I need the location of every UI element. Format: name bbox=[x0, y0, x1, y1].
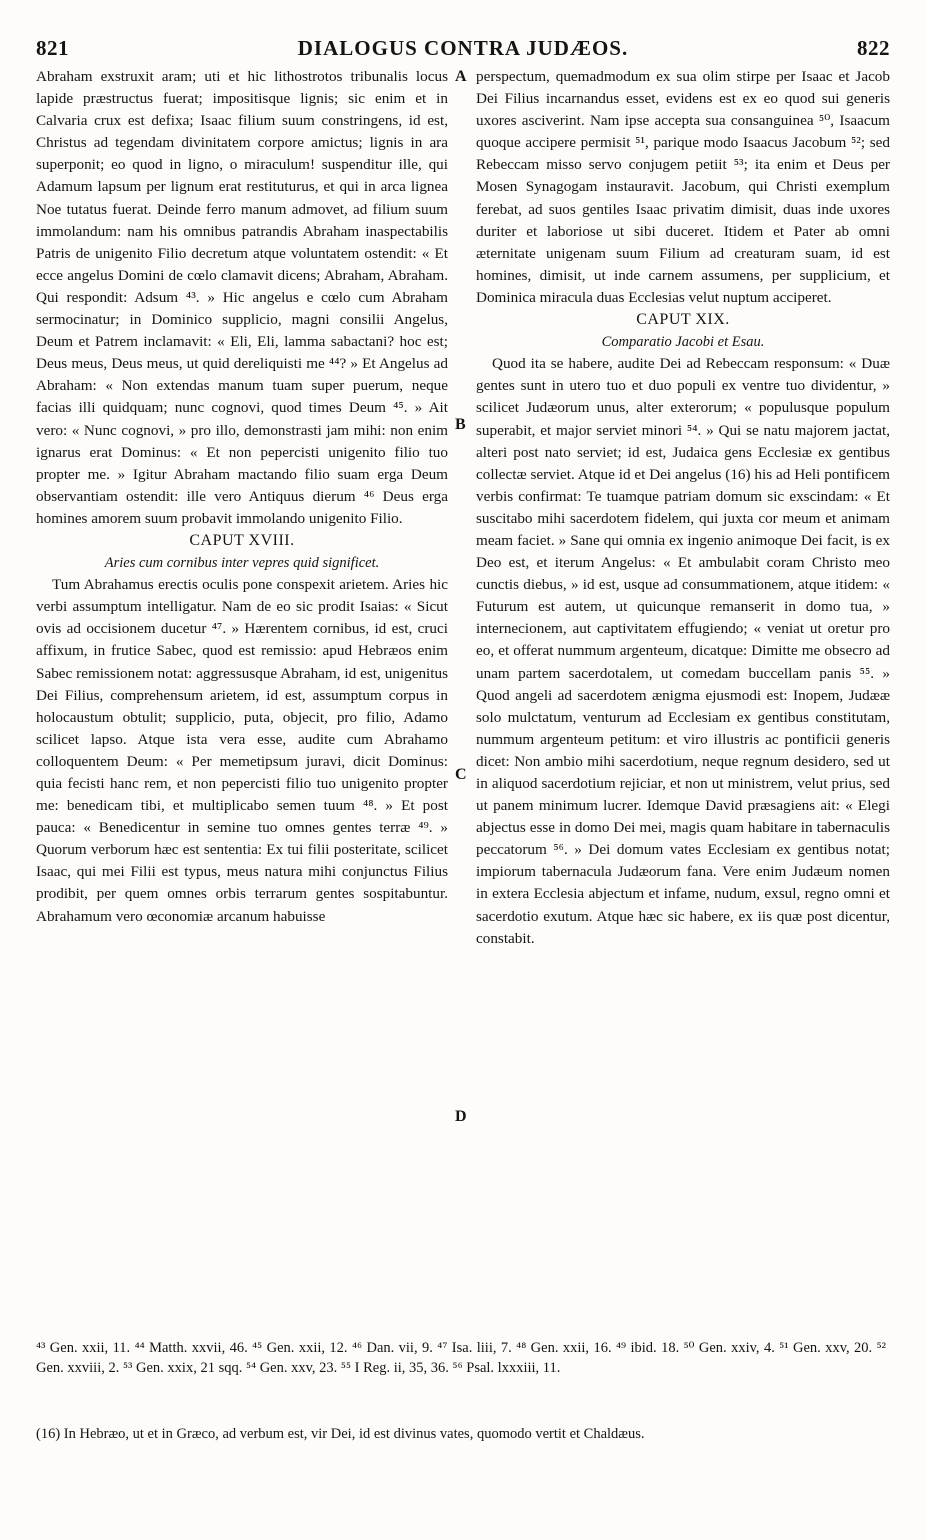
page-number-left: 821 bbox=[36, 35, 69, 60]
margin-marker-c: C bbox=[455, 766, 467, 783]
margin-marker-b: B bbox=[455, 416, 466, 433]
right-paragraph-1: perspectum, quemadmodum ex sua olim stirpe per Isaac et Jacob Dei Filius incarnandus esset, evidens est ex eo quod sui generis uxores asciverint. Nam ipse accepta sua consanguinea ⁵⁰, Isaacum quoque accipere permisit ⁵¹, parique modo Isaacus Jacobum ⁵²; sed Rebeccam misso servo conjugem petiit ⁵³; ita enim et Deus per Mosen Synagogam instauravit. Jacobum, qui Christi exemplum ferebat, ad suos gentiles Isaac privatim dimisit, duas inde uxores duriter et laboriose ut sibi duceret. Itidem et Pater ab omni æternitate unigenam suum Filium ad creaturam suam, id est homines, dimisit, ut inde carnem assumens, per supplicium, et Dominica miracula duas Ecclesias velut nuptum acciperet. bbox=[476, 68, 890, 306]
page-number-right: 822 bbox=[857, 35, 890, 60]
footnote-16 bbox=[36, 1424, 886, 1444]
left-column bbox=[36, 66, 448, 928]
footnote-16-text: (16) In Hebræo, ut et in Græco, ad verbum est, vir Dei, id est divinus vates, quomodo vertit et Chaldæus. bbox=[36, 1426, 645, 1442]
caput-xviii-title: CAPUT XVIII. bbox=[189, 531, 295, 549]
right-column bbox=[476, 66, 890, 950]
running-title: DIALOGUS CONTRA JUDÆOS. bbox=[297, 35, 629, 60]
caput-xviii-subtitle: Aries cum cornibus inter vepres quid significet. bbox=[104, 555, 380, 572]
caput-xix-title: CAPUT XIX. bbox=[636, 311, 730, 329]
running-header bbox=[36, 34, 890, 62]
left-paragraph-2: Tum Abrahamus erectis oculis pone conspexit arietem. Aries hic verbi assumptum intelligatur. Nam de eo sic prodit Isaias: « Sicut ovis ad occisionem ducetur ⁴⁷. » Hærentem cornibus, id est, cruci affixum, in frutice Sabec, quod est remissio: apud Hebræos enim Sabec remissionem notat: aggressusque Abraham, id est, unigenitus Dei Filius, comprehensum arietem, id est, assumptum corpus in holocaustum obtulit; supplicio, puta, objecit, pro filio, Adamo scilicet lapso. Atque ista vera esse, audite cum Abrahamo colloquentem Deum: « Per memetipsum juravi, dicit Dominus: quia fecisti hanc rem, et non pepercisti filio tuo unigenito propter me: benedicam tibi, et multiplicabo semen tuum ⁴⁸. » Et post pauca: « Benedicentur in semine tuo omnes gentes terræ ⁴⁹. » Quorum verborum hæc est sententia: Ex tui filii posteritate, scilicet Isaac, qui mei Filii est typus, meus natura mihi conjunctus Filius prodibit, per quem omnes orbis terrarum gentes sospitabuntur. Abrahamum vero œconomiæ arcanum habuisse bbox=[36, 576, 448, 925]
left-paragraph-1: Abraham exstruxit aram; uti et hic lithostrotos tribunalis locus lapide præstructus fuerat; impositisque lignis; sic enim et in Calvaria crux est defixa; Isaac filium suum constringens, id est, Christus ad tegendam divinitatem corpore amictus; lignis in ara superponit; eo quod in ligno, o miraculum! suspenditur ille, qui Adamum lapsum per lignum erat restituturus, et qui in arca lignea Noe tutatus fuerat. Deinde ferro manum admovet, ad filium suum immolandum: nam his omnibus patrandis Abraham inaspectabilis Patris de unigenito Filio decretum atque voluntatem ostendit: « Et ecce angelus Domini de cœlo clamavit dicens; Abraham, Abraham. Qui respondit: Adsum ⁴³. » Hic angelus e cœlo cum Abraham sermocinatur; in Dominico supplicio, magni consilii Angelus, Deum et Patrem inclamavit: « Eli, Eli, lamma sabactani? hoc est; Deus meus, Deus meus, ut quid dereliquisti me ⁴⁴? » Et Angelus ad Abraham: « Non extendas manum tuam super puerum, neque facias illi quidquam; nunc cognovi, quod times Deum ⁴⁵. » Ait vero: « Nunc cognovi, » pro illo, demonstrasti jam mihi: non enim ignarus erat Dominus: « Et non pepercisti unigenito filio tuo propter me. » Igitur Abraham mactando filio suam erga Deum observantiam ostendit: ille vero Antiquus dierum ⁴⁶ Deus erga homines amorem suum probavit immolando unigenito Filio. bbox=[36, 68, 448, 527]
right-paragraph-2: Quod ita se habere, audite Dei ad Rebeccam responsum: « Duæ gentes sunt in utero tuo et duo populi ex ventre tuo dividentur, » scilicet Judæorum unus, alter exterorum; « populusque populum superabit, et major serviet minori ⁵⁴. » Qui se natu majorem jactat, alteri post nato serviet; id est, Judaica gens Ecclesiæ ex gentibus collectæ serviet. Atque id et Dei angelus (16) his ad Heli pontificem verbis confirmat: Te tuamque patriam domum sic exscindam: « Et suscitabo mihi sacerdotem fidelem, qui juxta cor meum et animam meam faciet. » Sane qui omnia ex ingenio animoque Dei facit, is ex Deo est, et iterum Angelus: « Et ambulabit coram Christo meo cunctis diebus, » id est, usque ad consummationem, atque itidem: « Futurum est autem, ut quicunque remanserit in domo tua, » internecionem, aut captivitatem effugiendo; « veniat ut oretur pro eo, et offerat nummum argenteum, dicatque: Dimitte me obsecro ad unam partem sacerdotalem, ut comedam buccellam panis ⁵⁵. » Quod angeli ad sacerdotem ænigma ejusmodi est: Inopem, Judææ solo mulctatum, venturum ad Ecclesiam ex gentibus constitutam, nummum argenteum petitum: et viro illustris ac pontificii generis dicet: Non ambio mihi sacerdotium, neque regnum desidero, sed ut in aliquod sacerdotium rejiciar, et non ut ministrem, velut prius, sed ut panem minimum lucrer. Idemque David præsagiens ait: « Elegi abjectus esse in domo Dei mei, magis quam habitare in tabernaculis peccatorum ⁵⁶. » Dei domum vates Ecclesiam ex gentibus notat; impiorum tabernacula Judæorum fana. Vere enim Judæum nomen in extera Ecclesia abjectum et infame, nudum, exsul, regno omni et sacerdotio exutum. Atque hæc sic habere, ex iis quæ post dicentur, constabit. bbox=[476, 355, 890, 947]
footnote-references bbox=[36, 1338, 886, 1378]
margin-marker-a: A bbox=[455, 68, 467, 85]
margin-marker-d: D bbox=[455, 1108, 467, 1125]
caput-xix-subtitle: Comparatio Jacobi et Esau. bbox=[601, 334, 765, 351]
scripture-references: ⁴³ Gen. xxii, 11. ⁴⁴ Matth. xxvii, 46. ⁴⁵ Gen. xxii, 12. ⁴⁶ Dan. vii, 9. ⁴⁷ Isa. liii, 7. ⁴⁸ Gen. xxii, 16. ⁴⁹ ibid. 18. ⁵⁰ Gen. xxiv, 4. ⁵¹ Gen. xxv, 20. ⁵² Gen. xxviii, 2. ⁵³ Gen. xxix, 21 sqq. ⁵⁴ Gen. xxv, 23. ⁵⁵ I Reg. ii, 35, 36. ⁵⁶ Psal. lxxxiii, 11. bbox=[36, 1340, 886, 1376]
